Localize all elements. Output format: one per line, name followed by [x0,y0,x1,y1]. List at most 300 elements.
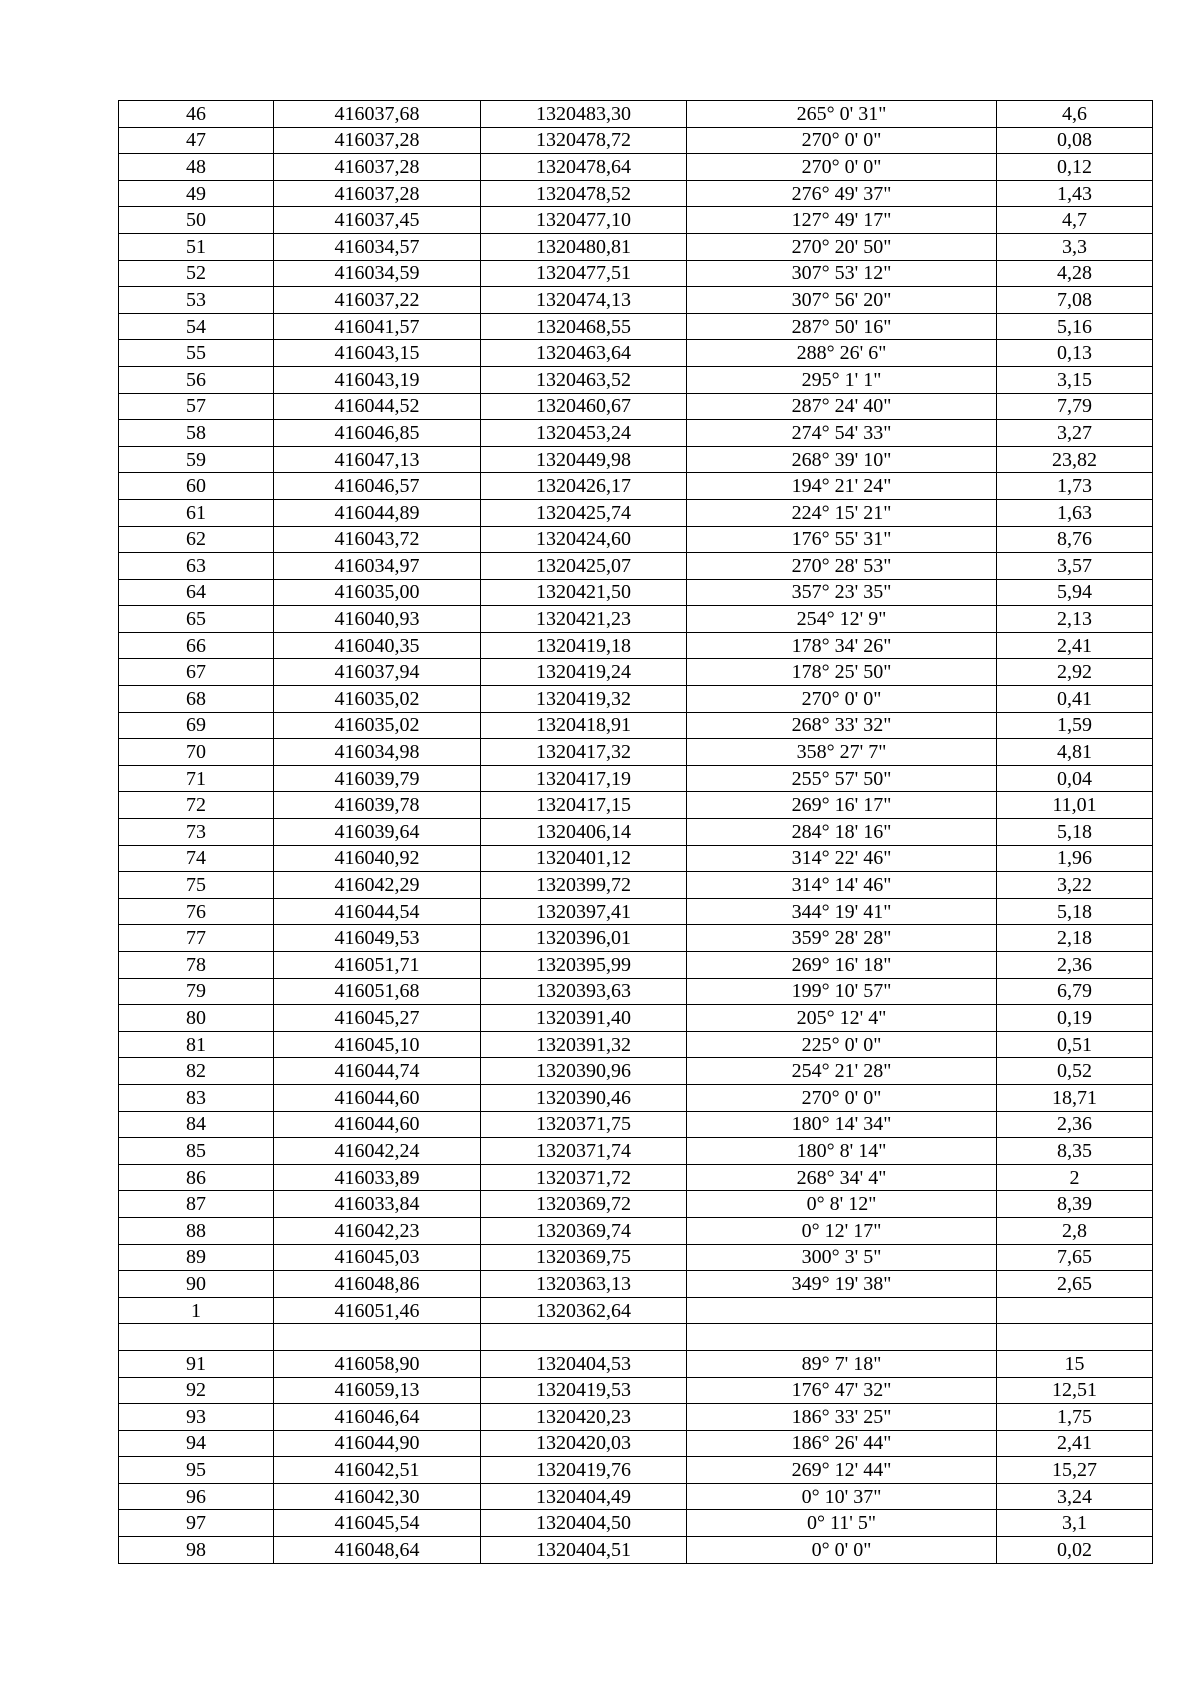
bearing-cell: 295° 1' 1" [687,366,997,393]
distance-cell: 8,35 [997,1138,1153,1165]
y-coordinate-cell: 1320478,52 [481,180,687,207]
x-coordinate-cell: 416037,45 [274,207,481,234]
distance-cell: 23,82 [997,446,1153,473]
table-row [119,420,1153,447]
y-coordinate-cell: 1320404,49 [481,1483,687,1510]
x-coordinate-cell: 416044,60 [274,1084,481,1111]
distance-cell: 2,36 [997,952,1153,979]
bearing-cell: 287° 50' 16" [687,313,997,340]
table-row [119,978,1153,1005]
bearing-cell: 178° 34' 26" [687,632,997,659]
distance-cell: 0,02 [997,1537,1153,1564]
y-coordinate-cell: 1320421,23 [481,606,687,633]
table-row [119,898,1153,925]
point-number-cell: 50 [119,207,274,234]
table-row [119,1271,1153,1298]
y-coordinate-cell: 1320419,18 [481,632,687,659]
bearing-cell: 314° 22' 46" [687,845,997,872]
table-row [119,1191,1153,1218]
distance-cell: 5,18 [997,819,1153,846]
table-row [119,1031,1153,1058]
y-coordinate-cell: 1320390,46 [481,1084,687,1111]
x-coordinate-cell: 416040,93 [274,606,481,633]
y-coordinate-cell: 1320404,53 [481,1350,687,1377]
point-number-cell: 63 [119,553,274,580]
bearing-cell: 0° 11' 5" [687,1510,997,1537]
y-coordinate-cell: 1320371,75 [481,1111,687,1138]
table-row [119,127,1153,154]
point-number-cell: 75 [119,872,274,899]
y-coordinate-cell: 1320419,24 [481,659,687,686]
x-coordinate-cell: 416051,68 [274,978,481,1005]
y-coordinate-cell: 1320362,64 [481,1297,687,1324]
x-coordinate-cell: 416045,54 [274,1510,481,1537]
y-coordinate-cell: 1320483,30 [481,101,687,128]
distance-cell: 0,41 [997,686,1153,713]
y-coordinate-cell: 1320397,41 [481,898,687,925]
table-row [119,233,1153,260]
table-body [119,101,1153,1564]
distance-cell: 0,51 [997,1031,1153,1058]
y-coordinate-cell: 1320371,74 [481,1138,687,1165]
table-row [119,1084,1153,1111]
table-row [119,473,1153,500]
bearing-cell: 269° 16' 18" [687,952,997,979]
distance-cell: 0,12 [997,154,1153,181]
bearing-cell: 276° 49' 37" [687,180,997,207]
distance-cell: 5,94 [997,579,1153,606]
y-coordinate-cell: 1320418,91 [481,712,687,739]
x-coordinate-cell: 416046,57 [274,473,481,500]
point-number-cell: 77 [119,925,274,952]
x-coordinate-cell: 416043,15 [274,340,481,367]
x-coordinate-cell: 416035,00 [274,579,481,606]
x-coordinate-cell: 416044,89 [274,499,481,526]
point-number-cell: 76 [119,898,274,925]
table-row [119,287,1153,314]
point-number-cell: 94 [119,1430,274,1457]
bearing-cell: 186° 33' 25" [687,1404,997,1431]
distance-cell: 1,96 [997,845,1153,872]
bearing-cell: 0° 8' 12" [687,1191,997,1218]
distance-cell: 3,15 [997,366,1153,393]
coordinates-table [118,100,1153,1564]
x-coordinate-cell: 416042,24 [274,1138,481,1165]
y-coordinate-cell: 1320420,03 [481,1430,687,1457]
x-coordinate-cell: 416037,28 [274,154,481,181]
point-number-cell: 79 [119,978,274,1005]
table-row [119,765,1153,792]
distance-cell: 5,16 [997,313,1153,340]
x-coordinate-cell: 416044,52 [274,393,481,420]
x-coordinate-cell: 416043,19 [274,366,481,393]
x-coordinate-cell: 416047,13 [274,446,481,473]
x-coordinate-cell: 416034,57 [274,233,481,260]
y-coordinate-cell: 1320426,17 [481,473,687,500]
x-coordinate-cell: 416042,30 [274,1483,481,1510]
point-number-cell: 65 [119,606,274,633]
table-row [119,925,1153,952]
y-coordinate-cell: 1320425,74 [481,499,687,526]
x-coordinate-cell: 416044,74 [274,1058,481,1085]
y-coordinate-cell: 1320453,24 [481,420,687,447]
y-coordinate-cell: 1320425,07 [481,553,687,580]
distance-cell: 0,13 [997,340,1153,367]
table-row [119,260,1153,287]
table-row [119,207,1153,234]
bearing-cell: 205° 12' 4" [687,1005,997,1032]
bearing-cell: 359° 28' 28" [687,925,997,952]
bearing-cell: 199° 10' 57" [687,978,997,1005]
point-number-cell: 91 [119,1350,274,1377]
x-coordinate-cell: 416037,94 [274,659,481,686]
bearing-cell: 270° 0' 0" [687,127,997,154]
distance-cell: 0,08 [997,127,1153,154]
table-row [119,1297,1153,1324]
x-coordinate-cell: 416044,60 [274,1111,481,1138]
table-row [119,1244,1153,1271]
x-coordinate-cell: 416049,53 [274,925,481,952]
bearing-cell: 176° 55' 31" [687,526,997,553]
x-coordinate-cell: 416033,89 [274,1164,481,1191]
bearing-cell: 89° 7' 18" [687,1350,997,1377]
table-row [119,1430,1153,1457]
bearing-cell: 307° 56' 20" [687,287,997,314]
table-row [119,1005,1153,1032]
point-number-cell: 60 [119,473,274,500]
bearing-cell: 0° 12' 17" [687,1217,997,1244]
y-coordinate-cell: 1320401,12 [481,845,687,872]
point-number-cell: 93 [119,1404,274,1431]
y-coordinate-cell [481,1324,687,1351]
y-coordinate-cell: 1320463,64 [481,340,687,367]
distance-cell: 2,8 [997,1217,1153,1244]
y-coordinate-cell: 1320478,64 [481,154,687,181]
table-row [119,1483,1153,1510]
x-coordinate-cell: 416044,90 [274,1430,481,1457]
y-coordinate-cell: 1320369,72 [481,1191,687,1218]
x-coordinate-cell [274,1324,481,1351]
point-number-cell: 48 [119,154,274,181]
bearing-cell: 268° 39' 10" [687,446,997,473]
point-number-cell: 54 [119,313,274,340]
point-number-cell: 96 [119,1483,274,1510]
table-row [119,606,1153,633]
table-row [119,792,1153,819]
point-number-cell: 84 [119,1111,274,1138]
point-number-cell: 98 [119,1537,274,1564]
y-coordinate-cell: 1320395,99 [481,952,687,979]
bearing-cell: 270° 0' 0" [687,154,997,181]
bearing-cell: 269° 16' 17" [687,792,997,819]
distance-cell: 0,52 [997,1058,1153,1085]
table-row [119,101,1153,128]
bearing-cell: 314° 14' 46" [687,872,997,899]
y-coordinate-cell: 1320396,01 [481,925,687,952]
y-coordinate-cell: 1320420,23 [481,1404,687,1431]
distance-cell: 8,76 [997,526,1153,553]
point-number-cell: 86 [119,1164,274,1191]
y-coordinate-cell: 1320477,10 [481,207,687,234]
point-number-cell: 89 [119,1244,274,1271]
x-coordinate-cell: 416037,68 [274,101,481,128]
table-row [119,553,1153,580]
distance-cell: 3,1 [997,1510,1153,1537]
table-row [119,1377,1153,1404]
x-coordinate-cell: 416035,02 [274,712,481,739]
point-number-cell: 73 [119,819,274,846]
point-number-cell: 67 [119,659,274,686]
table-row [119,1457,1153,1484]
distance-cell: 2,92 [997,659,1153,686]
distance-cell: 3,24 [997,1483,1153,1510]
point-number-cell: 82 [119,1058,274,1085]
table-row [119,499,1153,526]
y-coordinate-cell: 1320449,98 [481,446,687,473]
x-coordinate-cell: 416058,90 [274,1350,481,1377]
bearing-cell: 274° 54' 33" [687,420,997,447]
y-coordinate-cell: 1320424,60 [481,526,687,553]
y-coordinate-cell: 1320463,52 [481,366,687,393]
x-coordinate-cell: 416037,28 [274,127,481,154]
distance-cell: 1,73 [997,473,1153,500]
distance-cell: 11,01 [997,792,1153,819]
point-number-cell: 70 [119,739,274,766]
table-row [119,1164,1153,1191]
x-coordinate-cell: 416039,79 [274,765,481,792]
bearing-cell: 287° 24' 40" [687,393,997,420]
table-row [119,446,1153,473]
distance-cell: 18,71 [997,1084,1153,1111]
bearing-cell: 284° 18' 16" [687,819,997,846]
table-row [119,632,1153,659]
bearing-cell: 265° 0' 31" [687,101,997,128]
bearing-cell: 255° 57' 50" [687,765,997,792]
x-coordinate-cell: 416043,72 [274,526,481,553]
x-coordinate-cell: 416037,28 [274,180,481,207]
distance-cell: 3,22 [997,872,1153,899]
distance-cell: 3,3 [997,233,1153,260]
bearing-cell: 224° 15' 21" [687,499,997,526]
bearing-cell: 269° 12' 44" [687,1457,997,1484]
point-number-cell: 87 [119,1191,274,1218]
bearing-cell: 270° 28' 53" [687,553,997,580]
distance-cell: 0,19 [997,1005,1153,1032]
distance-cell: 2,13 [997,606,1153,633]
x-coordinate-cell: 416051,71 [274,952,481,979]
distance-cell: 12,51 [997,1377,1153,1404]
bearing-cell: 178° 25' 50" [687,659,997,686]
point-number-cell: 92 [119,1377,274,1404]
y-coordinate-cell: 1320480,81 [481,233,687,260]
table-row [119,366,1153,393]
distance-cell [997,1324,1153,1351]
table-row [119,1138,1153,1165]
bearing-cell: 194° 21' 24" [687,473,997,500]
distance-cell: 3,57 [997,553,1153,580]
bearing-cell: 358° 27' 7" [687,739,997,766]
bearing-cell: 180° 8' 14" [687,1138,997,1165]
y-coordinate-cell: 1320421,50 [481,579,687,606]
distance-cell: 7,08 [997,287,1153,314]
bearing-cell: 0° 0' 0" [687,1537,997,1564]
table-row [119,180,1153,207]
y-coordinate-cell: 1320404,50 [481,1510,687,1537]
distance-cell: 8,39 [997,1191,1153,1218]
bearing-cell: 0° 10' 37" [687,1483,997,1510]
point-number-cell: 68 [119,686,274,713]
point-number-cell [119,1324,274,1351]
x-coordinate-cell: 416034,98 [274,739,481,766]
distance-cell: 3,27 [997,420,1153,447]
point-number-cell: 66 [119,632,274,659]
point-number-cell: 59 [119,446,274,473]
x-coordinate-cell: 416046,64 [274,1404,481,1431]
y-coordinate-cell: 1320406,14 [481,819,687,846]
distance-cell: 1,59 [997,712,1153,739]
bearing-cell: 176° 47' 32" [687,1377,997,1404]
distance-cell: 0,04 [997,765,1153,792]
bearing-cell [687,1324,997,1351]
point-number-cell: 55 [119,340,274,367]
y-coordinate-cell: 1320391,40 [481,1005,687,1032]
table-row [119,313,1153,340]
table-row [119,579,1153,606]
bearing-cell: 307° 53' 12" [687,260,997,287]
table-row [119,1510,1153,1537]
point-number-cell: 52 [119,260,274,287]
x-coordinate-cell: 416037,22 [274,287,481,314]
point-number-cell: 90 [119,1271,274,1298]
distance-cell: 4,7 [997,207,1153,234]
y-coordinate-cell: 1320363,13 [481,1271,687,1298]
distance-cell: 5,18 [997,898,1153,925]
y-coordinate-cell: 1320478,72 [481,127,687,154]
y-coordinate-cell: 1320404,51 [481,1537,687,1564]
distance-cell: 15 [997,1350,1153,1377]
bearing-cell: 344° 19' 41" [687,898,997,925]
y-coordinate-cell: 1320477,51 [481,260,687,287]
distance-cell: 15,27 [997,1457,1153,1484]
y-coordinate-cell: 1320390,96 [481,1058,687,1085]
bearing-cell: 254° 21' 28" [687,1058,997,1085]
point-number-cell: 57 [119,393,274,420]
point-number-cell: 64 [119,579,274,606]
x-coordinate-cell: 416059,13 [274,1377,481,1404]
bearing-cell: 180° 14' 34" [687,1111,997,1138]
y-coordinate-cell: 1320417,32 [481,739,687,766]
distance-cell: 1,75 [997,1404,1153,1431]
point-number-cell: 1 [119,1297,274,1324]
bearing-cell: 268° 34' 4" [687,1164,997,1191]
table-row [119,1350,1153,1377]
point-number-cell: 88 [119,1217,274,1244]
table-row [119,1111,1153,1138]
x-coordinate-cell: 416034,59 [274,260,481,287]
table-row [119,1404,1153,1431]
y-coordinate-cell: 1320417,15 [481,792,687,819]
distance-cell: 2 [997,1164,1153,1191]
x-coordinate-cell: 416042,23 [274,1217,481,1244]
table-row [119,1217,1153,1244]
point-number-cell: 62 [119,526,274,553]
point-number-cell: 56 [119,366,274,393]
distance-cell: 4,81 [997,739,1153,766]
distance-cell: 1,43 [997,180,1153,207]
table-row [119,340,1153,367]
x-coordinate-cell: 416039,64 [274,819,481,846]
table-row [119,872,1153,899]
distance-cell: 4,28 [997,260,1153,287]
point-number-cell: 78 [119,952,274,979]
y-coordinate-cell: 1320460,67 [481,393,687,420]
x-coordinate-cell: 416046,85 [274,420,481,447]
table-row [119,154,1153,181]
x-coordinate-cell: 416048,86 [274,1271,481,1298]
table-row [119,1058,1153,1085]
x-coordinate-cell: 416040,35 [274,632,481,659]
bearing-cell: 268° 33' 32" [687,712,997,739]
table-row [119,952,1153,979]
table-row [119,686,1153,713]
point-number-cell: 72 [119,792,274,819]
bearing-cell: 270° 0' 0" [687,686,997,713]
point-number-cell: 49 [119,180,274,207]
point-number-cell: 47 [119,127,274,154]
x-coordinate-cell: 416045,03 [274,1244,481,1271]
distance-cell: 2,41 [997,1430,1153,1457]
y-coordinate-cell: 1320417,19 [481,765,687,792]
y-coordinate-cell: 1320474,13 [481,287,687,314]
table-row [119,393,1153,420]
y-coordinate-cell: 1320419,76 [481,1457,687,1484]
point-number-cell: 69 [119,712,274,739]
point-number-cell: 51 [119,233,274,260]
bearing-cell: 225° 0' 0" [687,1031,997,1058]
point-number-cell: 83 [119,1084,274,1111]
table-row [119,1324,1153,1351]
bearing-cell: 186° 26' 44" [687,1430,997,1457]
y-coordinate-cell: 1320393,63 [481,978,687,1005]
point-number-cell: 53 [119,287,274,314]
x-coordinate-cell: 416044,54 [274,898,481,925]
x-coordinate-cell: 416039,78 [274,792,481,819]
table-row [119,526,1153,553]
distance-cell: 7,65 [997,1244,1153,1271]
table-row [119,739,1153,766]
y-coordinate-cell: 1320419,53 [481,1377,687,1404]
table-row [119,659,1153,686]
table-row [119,819,1153,846]
y-coordinate-cell: 1320391,32 [481,1031,687,1058]
x-coordinate-cell: 416045,27 [274,1005,481,1032]
point-number-cell: 85 [119,1138,274,1165]
distance-cell: 2,18 [997,925,1153,952]
point-number-cell: 58 [119,420,274,447]
bearing-cell: 127° 49' 17" [687,207,997,234]
bearing-cell: 349° 19' 38" [687,1271,997,1298]
y-coordinate-cell: 1320399,72 [481,872,687,899]
x-coordinate-cell: 416035,02 [274,686,481,713]
x-coordinate-cell: 416042,29 [274,872,481,899]
bearing-cell: 300° 3' 5" [687,1244,997,1271]
table-row [119,1537,1153,1564]
x-coordinate-cell: 416041,57 [274,313,481,340]
point-number-cell: 95 [119,1457,274,1484]
point-number-cell: 71 [119,765,274,792]
bearing-cell: 357° 23' 35" [687,579,997,606]
x-coordinate-cell: 416045,10 [274,1031,481,1058]
